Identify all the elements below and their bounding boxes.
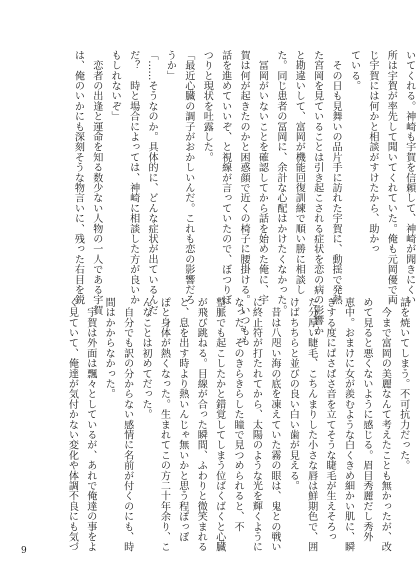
text-line: た分厚い睫毛、こちんまりした小さな唇は鮮期色で、囲 (305, 297, 317, 552)
text-line: 「最近心臓の調子がおかしいんだ。これも恋の影響だろ (182, 50, 194, 305)
text-line: きする度にぱさぱさ音を立てそうな睫毛が生えそろっ (324, 297, 336, 542)
text-line: 所は宇賀が率先して聞いてくれていた。俺も元岡優で両 (385, 50, 397, 305)
text-line: 宇賀は外面は飄々としているが、あれで俺達の事をよ (84, 297, 96, 552)
lower-text-block (62, 297, 412, 552)
page-number: 9 (21, 546, 27, 556)
text-line: 「……そうなのか。具体的に、どんな症状が出ているんだ (146, 50, 158, 316)
text-line: 整脈でも起こしたかと錯覚してしまう位ばくばくと心臓 (213, 297, 225, 552)
text-line: んなことは初めてだった。 (140, 297, 152, 420)
text-line: うか」 (164, 50, 176, 81)
text-line: た。同じ患者の冨岡に、余計な心配はかけたくなかった。 (274, 50, 286, 316)
text-line: ぽと身体が熱くなった。生まれてこの方二十年余り、こ (158, 297, 170, 552)
text-line: いてくれる。神崎も宇賀を信頼して、神崎が聞きにくい (403, 50, 415, 305)
text-line: だ？ 時と場合によっては、神崎に相談した方が良いか (127, 50, 139, 305)
text-line: 話を焼いてしまう。不可抗力だった。 (397, 297, 409, 471)
text-line: に終止符が打たれてから、太陽のような光を輝くように (250, 297, 262, 552)
text-line: ている。 (348, 50, 360, 91)
text-line: 賀は何が起きたのかと困惑顔で近くの椅子に腰掛ける。いつもも (238, 50, 250, 346)
text-line: 自分でも訳の分からない感情に名前が付くのにも、時 (121, 297, 133, 552)
text-line: めて見ると悪くないように感じる。眉目秀麗だし秀外 (360, 297, 372, 542)
upper-text-block (68, 50, 418, 346)
text-line: が飛び跳ねる。目線が合った瞬間、ふわりと微笑まれる (195, 297, 207, 552)
text-line: と勘違いして、富岡が機能回復訓練で順い勝に相談し (293, 50, 305, 295)
text-line: は、俺のいかにも深刻そうな物言いに、残った右目を鋭 (72, 50, 84, 305)
text-line: その日も見舞いの品片手に訪れた宇賀に、動揺で発熱 (330, 50, 342, 305)
text-line: 話を進めていいぞ、と視線が言っていたので、ぼつりぼ (219, 50, 231, 305)
text-line: 間はかからなかった。 (103, 297, 115, 399)
text-line: 恵中。おまけに女が羨むような白くきめ細かい肌に、瞬 (342, 297, 354, 552)
text-line: つりと現状を吐露した。 (201, 50, 213, 163)
text-line: 今まで富岡の美麗なんて考えたことも無かったが、改 (379, 297, 391, 552)
text-line: た宮岡を見ていることは引き起こされる症状を恋の病の影響か (311, 50, 323, 336)
text-line: 昔は八咫い海の底を凍えていた霧の眼は、鬼との戦い (268, 297, 280, 552)
text-line: けばちちらと並びの良い白い歯が見える。 (287, 297, 299, 491)
text-line: もしれないぞ」 (109, 50, 121, 122)
text-line: 冨岡がいないことを確認してから話を始めた俺に、宇 (256, 50, 268, 305)
text-line: 恋者の出逢と運命を知る数少ない人物の一人である宇賀 (90, 50, 102, 316)
text-line: く見ていて、俺達が気付かない変化や体調不良にも気づ (66, 297, 78, 552)
text-line: なった。そのきらきらした瞳で見つめられると、不 (232, 297, 244, 532)
text-line: と、息を出す時より熱いんじゃ無いかと思う程ぽっぽ (176, 297, 188, 542)
text-line: じ宇賀には何かと相談がすけたから、助かっ (366, 50, 378, 254)
